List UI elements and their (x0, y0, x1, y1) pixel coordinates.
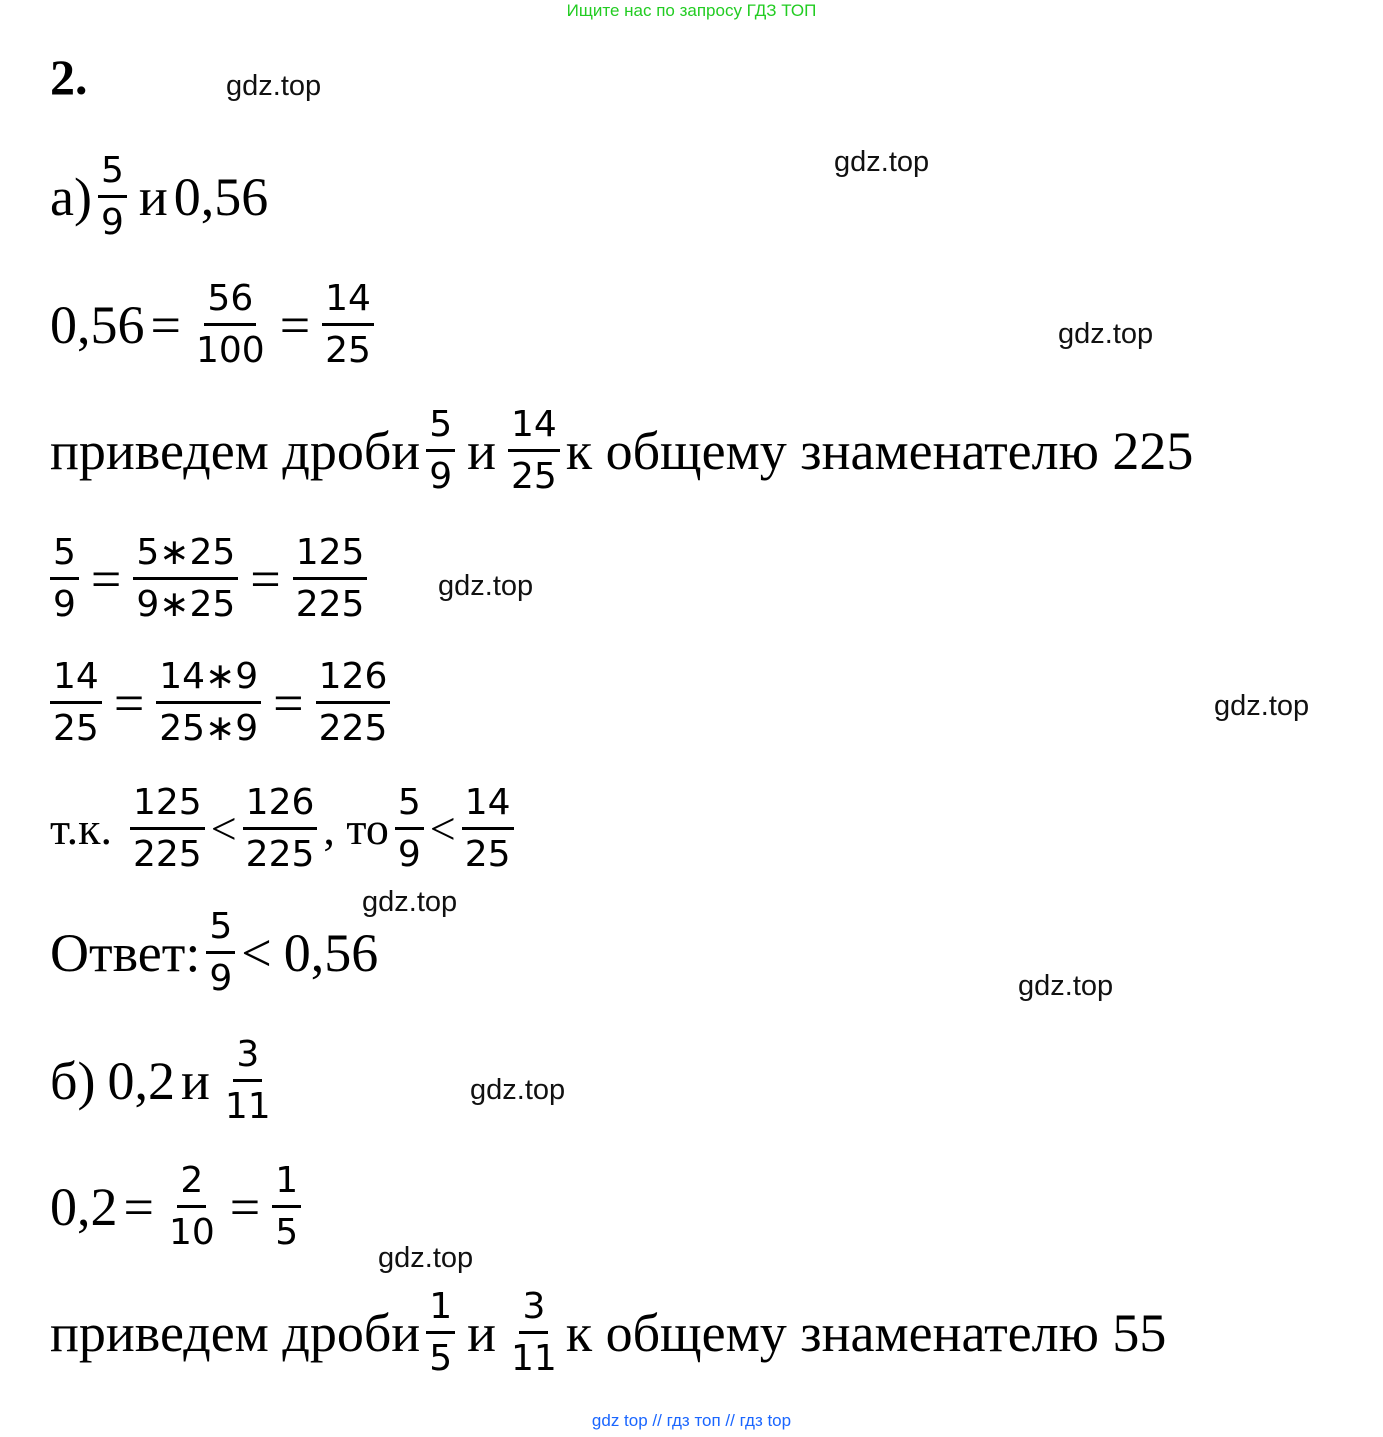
decimal-value: 0,56 (283, 922, 379, 983)
denominator: 5 (275, 1212, 299, 1254)
numerator: 5 (206, 906, 235, 954)
watermark: gdz.top (1018, 970, 1114, 1002)
denominator: 9 (429, 456, 453, 498)
fraction (462, 782, 514, 876)
less-than-sign: < (210, 802, 237, 854)
decimal-value: 0,2 (50, 1176, 118, 1237)
numerator: 14 (322, 278, 374, 326)
numerator: 5 (395, 782, 424, 830)
numerator: 56 (204, 278, 256, 326)
denominator: 25 (325, 330, 371, 372)
denominator: 11 (224, 1086, 271, 1128)
fraction (322, 278, 374, 372)
text-suffix: к общему знаменателю 55 (565, 1302, 1167, 1363)
numerator: 1 (272, 1160, 301, 1208)
numerator: 2 (177, 1160, 206, 1208)
denominator: 25∗9 (159, 708, 259, 750)
numerator: 126 (243, 782, 318, 830)
denominator: 100 (195, 330, 265, 372)
denominator: 225 (133, 834, 202, 876)
watermark: gdz.top (438, 570, 534, 602)
numerator: 5 (50, 532, 79, 580)
numerator: 125 (130, 782, 205, 830)
equals-sign: = (150, 294, 181, 355)
fraction (98, 150, 127, 244)
watermark: gdz.top (362, 886, 458, 918)
equals-sign: = (279, 294, 311, 355)
equals-sign: = (113, 672, 145, 733)
fraction (426, 1286, 455, 1380)
watermark: gdz.top (1058, 318, 1154, 350)
less-than-sign: < (429, 802, 456, 854)
watermark: gdz.top (226, 70, 322, 102)
text-prefix: т.к. (50, 802, 112, 854)
denominator: 9 (53, 584, 76, 626)
fraction (243, 782, 318, 876)
part-b-convert (50, 1160, 307, 1254)
equals-sign: = (123, 1176, 154, 1237)
watermark: gdz.top (470, 1074, 566, 1106)
fraction (316, 656, 391, 750)
equals-sign: = (229, 1176, 261, 1237)
numerator: 14 (508, 404, 560, 452)
text-prefix: приведем дроби (50, 1302, 421, 1363)
numerator: 5 (98, 150, 127, 198)
numerator: 3 (233, 1034, 262, 1082)
fraction (426, 404, 455, 498)
denominator: 9 (397, 834, 421, 876)
denominator: 10 (168, 1212, 215, 1254)
part-a-convert (50, 278, 380, 372)
numerator: 14∗9 (156, 656, 261, 704)
denominator: 9 (209, 958, 233, 1000)
answer-prefix: Ответ: (50, 922, 201, 983)
fraction (166, 1160, 218, 1254)
watermark: gdz.top (834, 146, 930, 178)
fraction (293, 532, 368, 626)
part-a-common-denominator (50, 404, 1193, 498)
denominator: 25 (511, 456, 557, 498)
fraction (156, 656, 261, 750)
denominator: 225 (245, 834, 315, 876)
fraction (508, 404, 560, 498)
numerator: 1 (426, 1286, 455, 1334)
numerator: 5 (426, 404, 455, 452)
denominator: 9 (100, 202, 124, 244)
numerator: 5∗25 (133, 532, 238, 580)
fraction (395, 782, 424, 876)
denominator: 25 (53, 708, 99, 750)
decimal-value: 0,56 (173, 166, 269, 227)
equals-sign: = (273, 672, 304, 733)
fraction (222, 1034, 274, 1128)
text-then: , то (323, 802, 389, 854)
numerator: 3 (519, 1286, 548, 1334)
header-note: Ищите нас по запросу ГДЗ ТОП (566, 1, 817, 20)
part-a-answer (50, 906, 378, 1000)
denominator: 225 (295, 584, 365, 626)
equals-sign: = (90, 548, 122, 609)
fraction (130, 782, 205, 876)
conjunction: и (467, 420, 497, 481)
denominator: 5 (429, 1338, 453, 1380)
conjunction: и (138, 166, 168, 227)
part-a-label: а) (50, 166, 92, 227)
part-a-task (50, 150, 268, 244)
part-b-task (50, 1034, 280, 1128)
text-suffix: к общему знаменателю 225 (565, 420, 1194, 481)
equals-sign: = (250, 548, 281, 609)
decimal-value: 0,2 (107, 1050, 175, 1111)
denominator: 11 (511, 1338, 557, 1380)
numerator: 14 (50, 656, 102, 704)
part-b-common-denominator (50, 1286, 1166, 1380)
part-a-step-2 (44, 656, 396, 750)
problem-number: 2. (50, 49, 88, 105)
part-b-label: б) (50, 1050, 96, 1111)
conjunction: и (467, 1302, 497, 1363)
fraction (206, 906, 235, 1000)
less-than-sign: < (241, 922, 272, 983)
denominator: 25 (464, 834, 511, 876)
footer-note: gdz top // гдз топ // гдз top (591, 1411, 792, 1430)
watermark: gdz.top (378, 1242, 474, 1274)
fraction (508, 1286, 560, 1380)
watermark: gdz.top (1214, 690, 1310, 722)
conjunction: и (180, 1050, 210, 1111)
decimal-value: 0,56 (50, 294, 145, 355)
fraction (193, 278, 268, 372)
numerator: 125 (293, 532, 368, 580)
fraction (50, 656, 102, 750)
denominator: 9∗25 (136, 584, 236, 626)
numerator: 126 (316, 656, 391, 704)
part-a-comparison (50, 782, 520, 876)
text-prefix: приведем дроби (50, 420, 421, 481)
fraction (50, 532, 79, 626)
numerator: 14 (462, 782, 514, 830)
fraction (272, 1160, 301, 1254)
part-a-step-1 (44, 532, 373, 626)
denominator: 225 (318, 708, 388, 750)
fraction (133, 532, 238, 626)
